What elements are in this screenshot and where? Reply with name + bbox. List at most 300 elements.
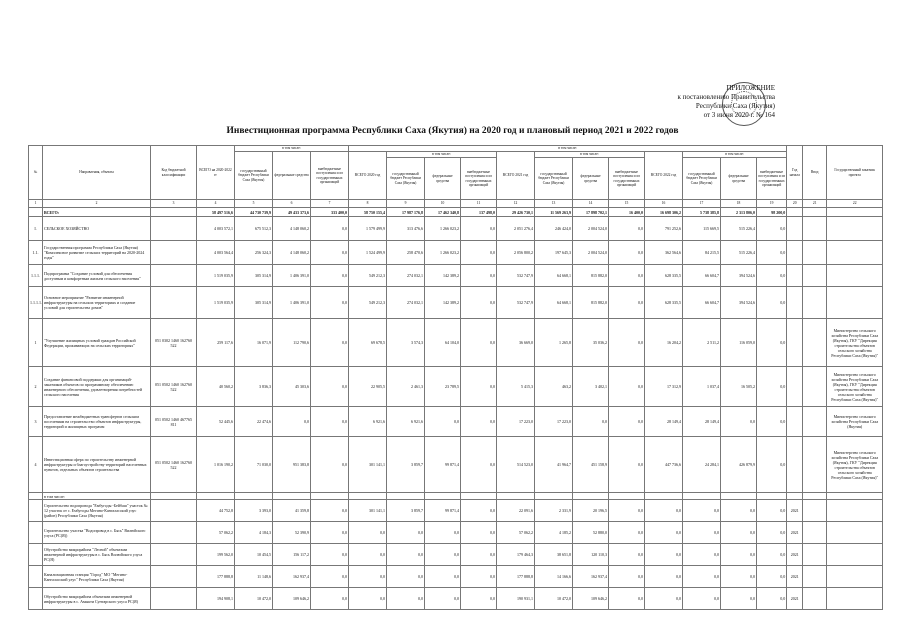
row-value: 0,0 [461, 522, 497, 544]
row-name: Канализационная станция "Город" МО "Мегино-Кангаласский улус" Республики Саха (Якутия) [43, 566, 151, 588]
row-customer [827, 241, 883, 265]
row-value [311, 493, 349, 500]
table-row [29, 407, 883, 437]
row-code [151, 566, 197, 588]
column-index-cell: 16 [645, 200, 683, 208]
row-customer [827, 287, 883, 319]
row-start-year [787, 407, 803, 437]
row-value: 0,0 [757, 522, 787, 544]
row-entry [803, 493, 827, 500]
row-value: 14 166,6 [535, 566, 573, 588]
column-index-cell: 15 [609, 200, 645, 208]
row-value: 66 604,7 [683, 265, 721, 287]
row-entry [803, 241, 827, 265]
header-entry: Ввод [803, 146, 827, 200]
row-value: 0,0 [609, 566, 645, 588]
row-value: 0,0 [645, 522, 683, 544]
table-row [29, 367, 883, 407]
row-value: 28 149,4 [683, 407, 721, 437]
row-value: 10 472,0 [235, 588, 273, 610]
row-value: 16 400,0 [609, 208, 645, 217]
row-value: 0,0 [645, 544, 683, 566]
row-value: 259 117,6 [197, 319, 235, 367]
row-value: 24 284,1 [683, 437, 721, 493]
row-value: 0,0 [757, 437, 787, 493]
row-value: 112 790,6 [273, 319, 311, 367]
row-entry [803, 367, 827, 407]
row-value: 0,0 [757, 588, 787, 610]
row-value: 274 032,1 [387, 287, 425, 319]
column-index-cell: 20 [787, 200, 803, 208]
row-number: 1.1.1. [29, 265, 43, 287]
row-value: 1 579 499,9 [349, 217, 387, 241]
row-value: 4 148 060,2 [273, 217, 311, 241]
row-value: 305 314,9 [235, 287, 273, 319]
row-value: 0,0 [311, 566, 349, 588]
row-number [29, 500, 43, 522]
header-fed: федеральные средства [273, 152, 311, 200]
row-number [29, 522, 43, 544]
header-extra: внебюджетные поступления и из государственных организаций [311, 152, 349, 200]
row-value: 41 359,8 [273, 500, 311, 522]
row-value: 137 498,0 [461, 208, 497, 217]
row-value: 394 524,6 [721, 265, 757, 287]
column-index-cell: 8 [349, 200, 387, 208]
row-start-year: 2021 [787, 566, 803, 588]
row-value: 0,0 [311, 367, 349, 407]
row-code: 051 0502 1460 467765 811 [151, 407, 197, 437]
row-value: 35 036,2 [573, 319, 609, 367]
table-row [29, 493, 883, 500]
row-value: 2 056 800,2 [497, 241, 535, 265]
header-2022-extra: внебюджетные поступления и из государственных организаций [757, 158, 787, 200]
row-value [721, 493, 757, 500]
row-value [425, 493, 461, 500]
row-start-year [787, 367, 803, 407]
header-customer: Государственный заказчик проекта [827, 146, 883, 200]
row-entry [803, 500, 827, 522]
row-code: 051 0302 1460 162760 522 [151, 319, 197, 367]
row-number [29, 208, 43, 217]
row-value: 333 400,0 [311, 208, 349, 217]
row-value: 549 212,3 [349, 265, 387, 287]
row-value: 515 226,4 [721, 217, 757, 241]
row-value: 64 668,1 [535, 265, 573, 287]
row-entry [803, 407, 827, 437]
row-value: 16 698 306,2 [645, 208, 683, 217]
row-value: 0,0 [757, 319, 787, 367]
appendix-line-2: к постановлению Правительства [677, 93, 775, 101]
row-value: 3 836,3 [235, 367, 273, 407]
row-customer [827, 265, 883, 287]
row-value: 0,0 [387, 522, 425, 544]
row-customer [827, 522, 883, 544]
row-value: 84 215,5 [683, 241, 721, 265]
header-2020-rs: государственный бюджет Республики Саха (Якутия) [387, 158, 425, 200]
row-number: 4 [29, 437, 43, 493]
row-name: Строительство участка "Водопровод в с. Бясь" Вилюйского улуса (РС(Я)) [43, 522, 151, 544]
header-2020-extra: внебюджетные поступления и из государственных организаций [461, 158, 497, 200]
header-in-that-2022: в том числе: [683, 152, 787, 158]
table-row [29, 500, 883, 522]
row-code [151, 208, 197, 217]
row-value: 28 149,4 [645, 407, 683, 437]
row-value: 0,0 [683, 588, 721, 610]
header-start: Год начала [787, 146, 803, 200]
row-value: 0,0 [645, 500, 683, 522]
header-num: № [29, 146, 43, 200]
row-value [497, 493, 535, 500]
row-value: 4 148 060,2 [273, 241, 311, 265]
row-value: 11 569 263,9 [535, 208, 573, 217]
row-number [29, 566, 43, 588]
row-value: 815 882,0 [573, 265, 609, 287]
column-index-cell: 7 [311, 200, 349, 208]
row-value: 162 937,4 [273, 566, 311, 588]
row-value: 0,0 [461, 588, 497, 610]
row-value: 0,0 [387, 544, 425, 566]
row-number: 2 [29, 367, 43, 407]
row-code [151, 588, 197, 610]
row-entry [803, 588, 827, 610]
row-name: Строительство водопровода "Ембугоды -Бейбаш" участок № 12 участок от с. Ембугоды Мегино-Кангаласский улус (район) Республики Саха (Якутия) [43, 500, 151, 522]
row-value: 0,0 [573, 407, 609, 437]
row-value: 1 266 023,2 [425, 241, 461, 265]
row-value: 3 574,3 [387, 319, 425, 367]
row-value: 0,0 [683, 500, 721, 522]
row-value: 20 196,5 [573, 500, 609, 522]
row-value: 6 921,6 [387, 407, 425, 437]
row-value: 109 646,2 [273, 588, 311, 610]
header-2021-rs: государственный бюджет Республики Саха (Якутия) [535, 158, 573, 200]
row-value: 98 200,0 [757, 208, 787, 217]
row-value: 2 004 524,0 [573, 241, 609, 265]
column-index-cell: 5 [235, 200, 273, 208]
header-in-that-2020: в том числе: [387, 152, 497, 158]
row-value: 194 908,1 [197, 588, 235, 610]
row-value: 0,0 [349, 566, 387, 588]
row-value: 156 117,2 [273, 544, 311, 566]
row-value: 0,0 [721, 588, 757, 610]
row-value: 1 406 391,0 [273, 265, 311, 287]
row-value: 0,0 [461, 265, 497, 287]
row-value: 0,0 [609, 217, 645, 241]
investment-table [28, 145, 883, 610]
row-value: 115 669,5 [683, 217, 721, 241]
table-row [29, 241, 883, 265]
row-value [235, 493, 273, 500]
row-value: 394 524,6 [721, 287, 757, 319]
row-value: 0,0 [757, 241, 787, 265]
row-entry [803, 208, 827, 217]
header-total: ВСЕГО на 2020-2022 гг [197, 146, 235, 200]
row-code [151, 217, 197, 241]
row-value: 0,0 [609, 407, 645, 437]
table-row [29, 437, 883, 493]
table-row [29, 287, 883, 319]
row-value: 0,0 [609, 319, 645, 367]
row-entry [803, 522, 827, 544]
header-total-2020: ВСЕГО 2020 год [349, 152, 387, 200]
row-code [151, 522, 197, 544]
row-entry [803, 437, 827, 493]
row-value: 0,0 [425, 566, 461, 588]
column-index-cell: 6 [273, 200, 311, 208]
row-value: 0,0 [645, 588, 683, 610]
row-value: 0,0 [461, 500, 497, 522]
row-name: Предоставление межбюджетных трансфертов сельским поселениям на строительство объектов инфраструктуры, территорий и жилищных программ [43, 407, 151, 437]
row-start-year [787, 208, 803, 217]
row-value: 0,0 [461, 367, 497, 407]
row-value: 305 314,9 [235, 265, 273, 287]
table-row [29, 217, 883, 241]
column-index-cell: 4 [197, 200, 235, 208]
row-value [349, 493, 387, 500]
row-value: 0,0 [311, 522, 349, 544]
header-in-that-2: в том числе: [349, 146, 787, 152]
row-value: 3 859,7 [387, 437, 425, 493]
row-value: 0,0 [311, 241, 349, 265]
row-value: 0,0 [425, 588, 461, 610]
row-value: 0,0 [721, 566, 757, 588]
column-index-cell: 10 [425, 200, 461, 208]
row-value: 0,0 [645, 566, 683, 588]
table-row [29, 566, 883, 588]
header-rs-budget: государственный бюджет Республики Саха (Якутия) [235, 152, 273, 200]
row-number: 3 [29, 407, 43, 437]
header-code: Код бюджетной классификации [151, 146, 197, 200]
row-start-year [787, 287, 803, 319]
row-customer: Министерство сельского хозяйства Республики Саха (Якутия), ГКУ "Дирекция строительства объектов сельского хозяйства Республики Саха (Якутия)" [827, 367, 883, 407]
table-row [29, 588, 883, 610]
row-start-year [787, 217, 803, 241]
row-name: Инвестиционная сфера по строительству инженерной инфраструктуры и благоустройству территорий населенных пунктов, отдельных объектов строительства [43, 437, 151, 493]
header-2020-fed: федеральные средства [425, 158, 461, 200]
row-value: 0,0 [425, 522, 461, 544]
row-value: 0,0 [609, 500, 645, 522]
row-value: 142 389,2 [425, 287, 461, 319]
row-value: 11 148,6 [235, 566, 273, 588]
row-value: 16 505,2 [721, 367, 757, 407]
row-value: 463,2 [535, 367, 573, 407]
row-start-year: 2021 [787, 544, 803, 566]
row-start-year [787, 493, 803, 500]
row-value: 0,0 [609, 265, 645, 287]
row-code [151, 544, 197, 566]
row-value: 951 383,8 [273, 437, 311, 493]
header-2021-fed: федеральные средства [573, 158, 609, 200]
row-value: 256 324,3 [235, 241, 273, 265]
row-value: 1 524 499,9 [349, 241, 387, 265]
row-value: 0,0 [311, 217, 349, 241]
row-value: 120 110,3 [573, 544, 609, 566]
row-value: 362 564,6 [645, 241, 683, 265]
row-code [151, 500, 197, 522]
row-value: 58 497 516,6 [197, 208, 235, 217]
row-value: 179 464,3 [497, 544, 535, 566]
appendix-line-1: ПРИЛОЖЕНИЕ [726, 84, 775, 92]
row-name: Создание финансовой поддержки для организаций-заказчиков объектов по программному обеспечению инженерного обеспечения, удовлетворения потребностей сельского населения [43, 367, 151, 407]
row-name: Подпрограмма "Создание условий для обеспечения доступным и комфортным жильем сельского населения" [43, 265, 151, 287]
column-index-cell: 12 [497, 200, 535, 208]
row-entry [803, 319, 827, 367]
row-code: 051 0502 1460 162760 522 [151, 367, 197, 407]
row-value: 0,0 [425, 407, 461, 437]
table-row [29, 544, 883, 566]
row-value: 0,0 [461, 241, 497, 265]
row-value: 0,0 [387, 588, 425, 610]
table-row [29, 265, 883, 287]
row-value: 0,0 [757, 265, 787, 287]
row-value [387, 493, 425, 500]
row-value: 532 747,9 [497, 265, 535, 287]
row-code [151, 265, 197, 287]
row-value: 3 393,0 [235, 500, 273, 522]
row-value: 29 426 730,1 [497, 208, 535, 217]
row-value: 2 004 524,0 [573, 217, 609, 241]
row-customer [827, 544, 883, 566]
row-value: 52 390,9 [273, 522, 311, 544]
row-code [151, 241, 197, 265]
row-customer [827, 208, 883, 217]
row-value: 0,0 [721, 522, 757, 544]
row-start-year: 2021 [787, 522, 803, 544]
row-value: 258 470,6 [387, 241, 425, 265]
row-number: I. [29, 217, 43, 241]
row-value: 515 226,4 [721, 241, 757, 265]
table-row [29, 522, 883, 544]
row-entry [803, 217, 827, 241]
row-number [29, 588, 43, 610]
row-value: 5 415,3 [497, 367, 535, 407]
row-value [573, 493, 609, 500]
row-value: 44 752,8 [197, 500, 235, 522]
row-value: 22 091,6 [497, 500, 535, 522]
row-value: 109 646,2 [573, 588, 609, 610]
appendix-line-3: Республики Саха (Якутия) [695, 102, 775, 110]
column-index-cell: 9 [387, 200, 425, 208]
row-customer: Министерство сельского хозяйства Республики Саха (Якутия) [827, 407, 883, 437]
row-value: 1 519 035,9 [197, 287, 235, 319]
row-value: 0,0 [757, 544, 787, 566]
row-value: 99 871,4 [425, 437, 461, 493]
row-value [461, 493, 497, 500]
row-name: Обустройство микрорайона "Лесной" объектами инженерной инфраструктуры в с. Бясь Вилюйского улуса РС(Я) [43, 544, 151, 566]
document-title: Инвестиционная программа Республики Саха (Якутия) на 2020 год и плановый период 2021 и 2022 годов [226, 126, 679, 136]
row-number: 1 [29, 319, 43, 367]
row-value: 116 059,0 [721, 319, 757, 367]
row-value: 628 335,5 [645, 287, 683, 319]
row-value: 2 461,3 [387, 367, 425, 407]
column-index-cell: 2 [43, 200, 151, 208]
row-value: 0,0 [461, 566, 497, 588]
row-customer [827, 493, 883, 500]
row-value: 57 062,2 [497, 522, 535, 544]
row-value: 447 736,6 [645, 437, 683, 493]
row-value [535, 493, 573, 500]
row-value: 6 921,6 [349, 407, 387, 437]
row-value: 301 141,1 [349, 500, 387, 522]
row-value: 2 051 276,4 [497, 217, 535, 241]
row-value: 0,0 [461, 407, 497, 437]
row-value: 3 859,7 [387, 500, 425, 522]
row-customer: Министерство сельского хозяйства Республики Саха (Якутия), ГКУ "Дирекция строительства объектов сельского хозяйства Республики Саха (Якутия)" [827, 319, 883, 367]
appendix-line-4: от 3 июня 2020 г. № 164 [703, 111, 775, 119]
row-value: 0,0 [683, 566, 721, 588]
row-value: 301 141,1 [349, 437, 387, 493]
row-value: 52 445,6 [197, 407, 235, 437]
header-total-2022: ВСЕГО 2022 год [645, 152, 683, 200]
row-customer [827, 566, 883, 588]
row-value: 38 651,8 [535, 544, 573, 566]
row-customer [827, 500, 883, 522]
row-value: 177 888,8 [497, 566, 535, 588]
row-customer: Министерство сельского хозяйства Республики Саха (Якутия), ГКУ "Дирекция строительства объектов сельского хозяйства Республики Саха (Якутия)" [827, 437, 883, 493]
row-value: 0,0 [757, 217, 787, 241]
row-value: 64 668,1 [535, 287, 573, 319]
row-value: 23 789,5 [425, 367, 461, 407]
column-index-cell: 17 [683, 200, 721, 208]
column-index-cell: 3 [151, 200, 197, 208]
header-2022-fed: федеральные средства [721, 158, 757, 200]
row-value: 36 669,0 [497, 319, 535, 367]
row-entry [803, 287, 827, 319]
row-value: 0,0 [311, 500, 349, 522]
row-value: 1 519 035,9 [197, 265, 235, 287]
row-value: 426 879,9 [721, 437, 757, 493]
row-value: 4 003 564,4 [197, 241, 235, 265]
row-name: в том числе: [43, 493, 151, 500]
row-start-year [787, 319, 803, 367]
column-index-cell: 11 [461, 200, 497, 208]
header-in-that-1: в том числе: [235, 146, 349, 152]
row-entry [803, 265, 827, 287]
row-value: 0,0 [461, 544, 497, 566]
row-value: 0,0 [387, 566, 425, 588]
row-value: 0,0 [311, 544, 349, 566]
row-value [645, 493, 683, 500]
row-value: 17 223,0 [497, 407, 535, 437]
row-value: 0,0 [609, 522, 645, 544]
column-index-row [29, 200, 883, 208]
row-value: 69 678,5 [349, 319, 387, 367]
row-value: 99 871,4 [425, 500, 461, 522]
row-value: 162 937,4 [573, 566, 609, 588]
row-value: 44 730 739,9 [235, 208, 273, 217]
row-value: 22 474,6 [235, 407, 273, 437]
column-index-cell: 13 [535, 200, 573, 208]
column-index-cell: 19 [757, 200, 787, 208]
row-value: 0,0 [683, 544, 721, 566]
row-value: 0,0 [311, 265, 349, 287]
row-customer [827, 588, 883, 610]
row-value: 4 185,2 [535, 522, 573, 544]
row-value [197, 493, 235, 500]
row-number: 1.1.1.1. [29, 287, 43, 319]
row-value: 16 204,2 [645, 319, 683, 367]
row-value: 628 335,5 [645, 265, 683, 287]
row-value: 10 472,0 [535, 588, 573, 610]
row-value: 17 223,0 [535, 407, 573, 437]
row-value: 49 433 373,6 [273, 208, 311, 217]
row-entry [803, 544, 827, 566]
row-value: 0,0 [721, 544, 757, 566]
row-value: 0,0 [757, 500, 787, 522]
row-value: 0,0 [461, 437, 497, 493]
row-code [151, 493, 197, 500]
row-value: 451 158,9 [573, 437, 609, 493]
table-row [29, 208, 883, 217]
